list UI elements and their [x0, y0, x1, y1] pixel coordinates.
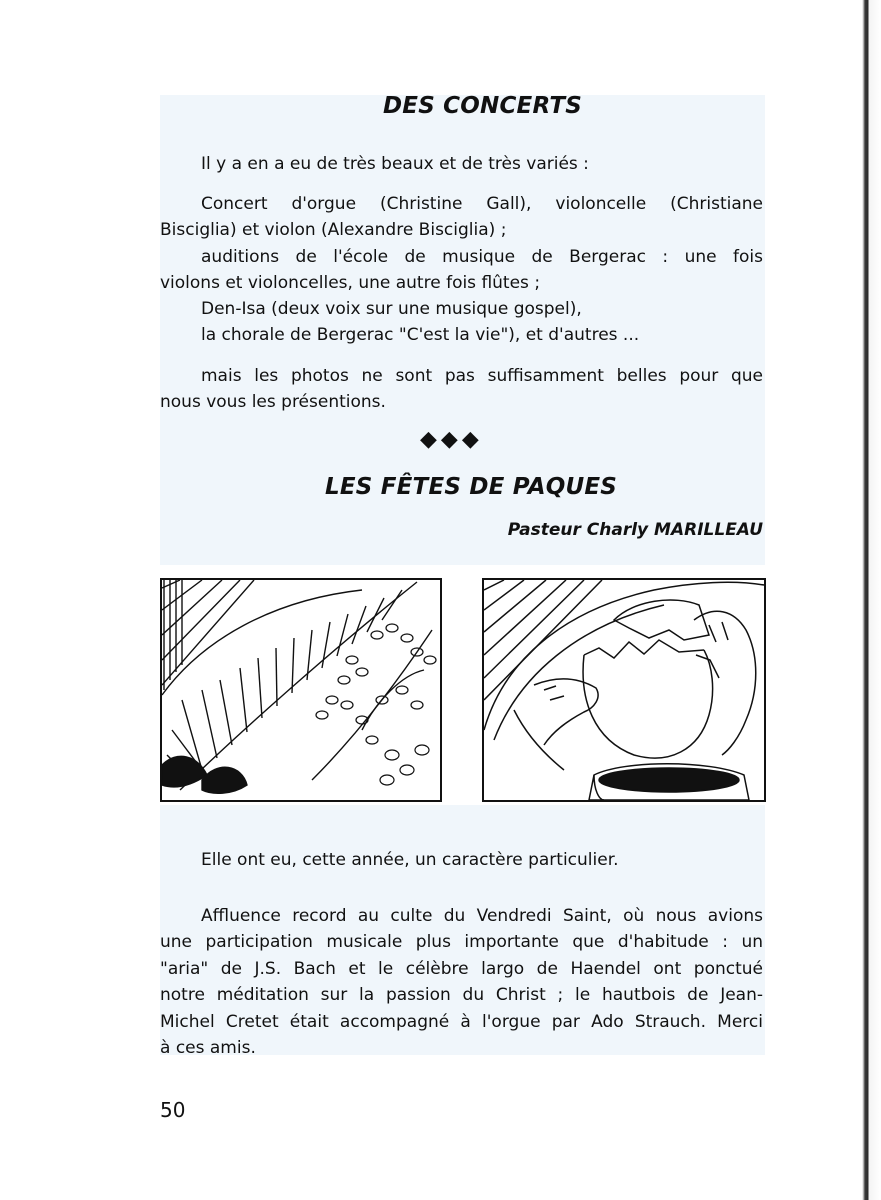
palm-branch-illustration	[160, 578, 442, 802]
broken-egg-illustration	[482, 578, 766, 802]
concerts-closing: mais les photos ne sont pas suffisamment belles pour que	[201, 366, 763, 386]
page-binding-edge	[858, 0, 881, 1200]
concerts-line: Den-Isa (deux voix sur une musique gospel),	[201, 299, 582, 319]
easter-paragraph-line: à ces amis.	[160, 1038, 256, 1058]
easter-paragraph-line: une participation musicale plus importante que d'habitude : un	[160, 932, 763, 952]
easter-intro: Elle ont eu, cette année, un caractère particulier.	[201, 850, 619, 870]
author-byline: Pasteur Charly MARILLEAU	[507, 520, 763, 540]
section-title-easter: LES FÊTES DE PAQUES	[325, 474, 617, 500]
concerts-line: la chorale de Bergerac "C'est la vie"), et d'autres ...	[201, 325, 640, 345]
concerts-line: auditions de l'école de musique de Bergerac : une fois	[201, 247, 763, 267]
easter-paragraph-line: Affluence record au culte du Vendredi Saint, où nous avions	[201, 906, 763, 926]
diamond-separator: ◆◆◆	[420, 427, 483, 452]
small-leaves	[316, 624, 436, 785]
concerts-line: violons et violoncelles, une autre fois flûtes ;	[160, 273, 541, 293]
easter-paragraph-line: notre méditation sur la passion du Christ ; le hautbois de Jean-	[160, 985, 763, 1005]
easter-paragraph-line: Michel Cretet était accompagné à l'orgue par Ado Strauch. Merci	[160, 1012, 763, 1032]
concerts-closing: nous vous les présentions.	[160, 392, 386, 412]
easter-paragraph-line: "aria" de J.S. Bach et le célèbre largo de Haendel ont ponctué	[160, 959, 763, 979]
section-title-concerts: DES CONCERTS	[383, 93, 582, 119]
concerts-intro: Il y a en a eu de très beaux et de très variés :	[201, 154, 589, 174]
page-number: 50	[160, 1098, 186, 1122]
concerts-line: Bisciglia) et violon (Alexandre Bisciglia) ;	[160, 220, 507, 240]
concerts-line: Concert d'orgue (Christine Gall), violoncelle (Christiane	[201, 194, 763, 214]
